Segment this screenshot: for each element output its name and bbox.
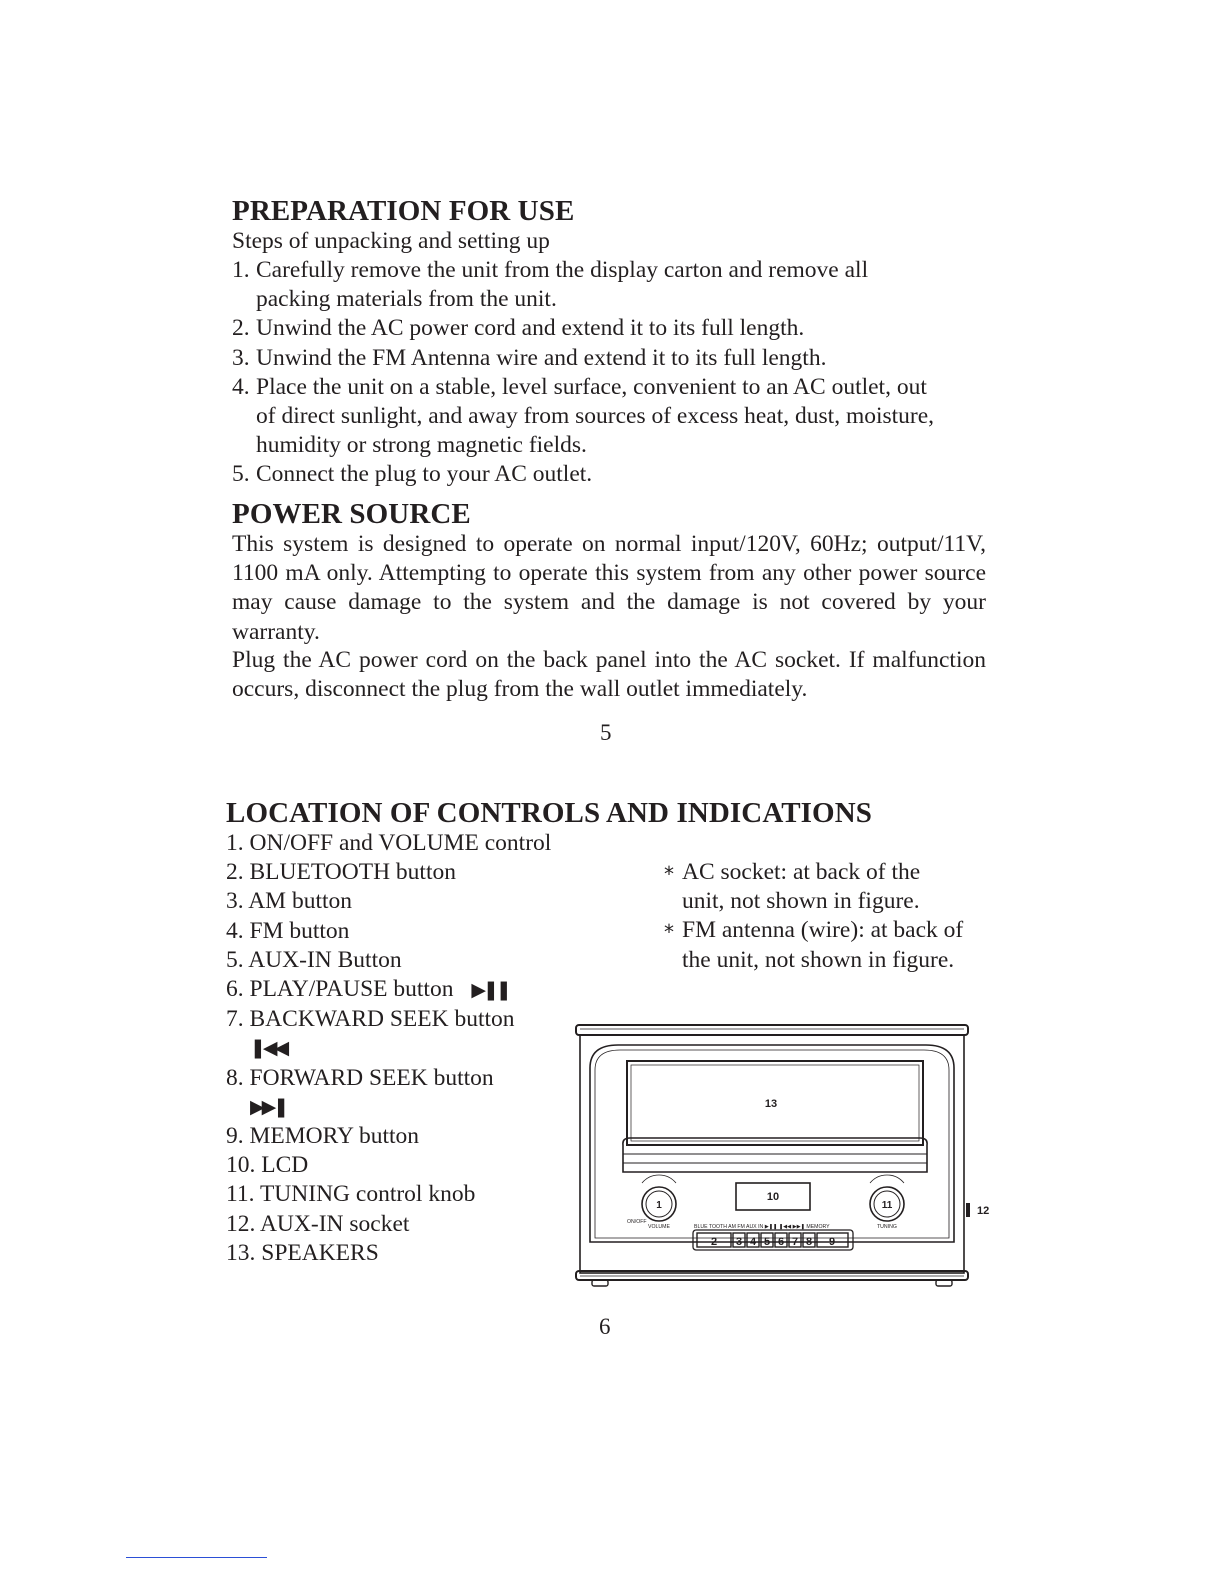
list-item: 12. AUX-IN socket [226,1210,410,1237]
step-number: 5. [232,461,250,488]
label-tuning: TUNING [877,1224,897,1230]
list-item [232,344,992,373]
item-text: 6. PLAY/PAUSE button [226,976,454,1003]
step-line: of direct sunlight, and away from sources of excess heat, dust, moisture, [256,403,935,430]
forward-seek-icon: ▶▶❚ [250,1095,287,1118]
list-item: 5. AUX-IN Button [226,946,402,973]
step-number: 2. [232,315,250,342]
note-line: AC socket: at back of the [682,859,921,885]
button-number: 4 [749,1236,757,1248]
label-volume: VOLUME [648,1224,670,1230]
step-line: humidity or strong magnetic fields. [256,432,587,459]
note-fm-antenna [664,916,994,974]
list-item: 13. SPEAKERS [226,1239,379,1266]
prep-steps-list [232,256,992,490]
asterisk-icon: * [664,920,674,945]
list-item: 2. BLUETOOTH button [226,859,456,886]
item-text: 7. BACKWARD SEEK button [226,1006,515,1033]
note-ac-socket [664,858,994,916]
step-line: packing materials from the unit. [256,286,557,313]
list-item [232,373,992,461]
list-item [226,975,566,1005]
controls-list [226,829,566,1268]
label-onoff: ON/OFF [627,1219,647,1225]
list-item [232,256,992,314]
list-item [226,1064,566,1122]
step-number: 3. [232,344,250,371]
page-number: 6 [599,1314,611,1339]
callout-speakers: 13 [764,1098,778,1110]
item-text: 8. FORWARD SEEK button [226,1064,494,1091]
list-item [232,314,992,343]
page-number: 5 [600,720,612,745]
aux-in-socket [966,1203,970,1217]
label-buttons: BLUE TOOTH AM FM AUX IN ▶❚❚ ❚◀◀ ▶▶❚ MEMORY [694,1224,830,1230]
callout-aux-socket: 12 [977,1205,990,1217]
step-line: Connect the plug to your AC outlet. [256,461,593,488]
button-number: 7 [791,1236,799,1248]
step-line: Carefully remove the unit from the display carton and remove all [256,257,869,283]
list-item: 11. TUNING control knob [226,1181,476,1208]
controls-title: LOCATION OF CONTROLS AND INDICATIONS [226,797,872,829]
list-item: 9. MEMORY button [226,1123,420,1150]
note-line: unit, not shown in figure. [682,888,920,915]
list-item: 10. LCD [226,1152,309,1179]
button-number: 5 [763,1236,771,1248]
list-item: 4. FM button [226,917,350,944]
step-line: Place the unit on a stable, level surface, convenient to an AC outlet, out [256,373,927,400]
list-item [232,460,992,489]
callout-tuning-knob: 11 [881,1200,893,1211]
notes [664,858,994,975]
step-line: Unwind the FM Antenna wire and extend it to its full length. [256,344,827,371]
radio-diagram [570,1020,1000,1295]
button-number: 2 [710,1236,718,1248]
list-item: 3. AM button [226,888,353,915]
play-pause-icon: ▶❚❚ [471,979,509,1002]
divider-line [126,1557,267,1558]
button-number: 3 [735,1236,743,1248]
note-line: FM antenna (wire): at back of [682,917,964,944]
prep-title: PREPARATION FOR USE [232,195,575,227]
button-number: 9 [828,1236,836,1248]
callout-volume-knob: 1 [656,1200,662,1211]
list-item: 1. ON/OFF and VOLUME control [226,830,552,856]
step-line: Unwind the AC power cord and extend it to its full length. [256,315,805,342]
step-number: 4. [232,373,250,400]
power-paragraph-2: Plug the AC power cord on the back panel into the AC socket. If malfunction occurs, disconnect the plug from the wall outlet immediately. [232,647,986,703]
power-title: POWER SOURCE [232,498,471,530]
callout-lcd: 10 [766,1191,780,1203]
speaker-hood [623,1138,927,1172]
note-line: the unit, not shown in figure. [682,946,955,973]
power-paragraph-1: This system is designed to operate on normal input/120V, 60Hz; output/11V, 1100 mA only. Attempting to operate this system from any other power source may cause damage to the system and the damage is not covered by your warranty. [232,531,986,645]
cabinet-top [576,1025,968,1035]
step-number: 1. [232,257,250,283]
backward-seek-icon: ❚◀◀ [250,1037,287,1060]
button-number: 8 [805,1236,813,1248]
prep-subtitle: Steps of unpacking and setting up [232,228,550,254]
list-item [226,1005,566,1063]
asterisk-icon: * [664,862,674,886]
button-number: 6 [777,1236,785,1248]
